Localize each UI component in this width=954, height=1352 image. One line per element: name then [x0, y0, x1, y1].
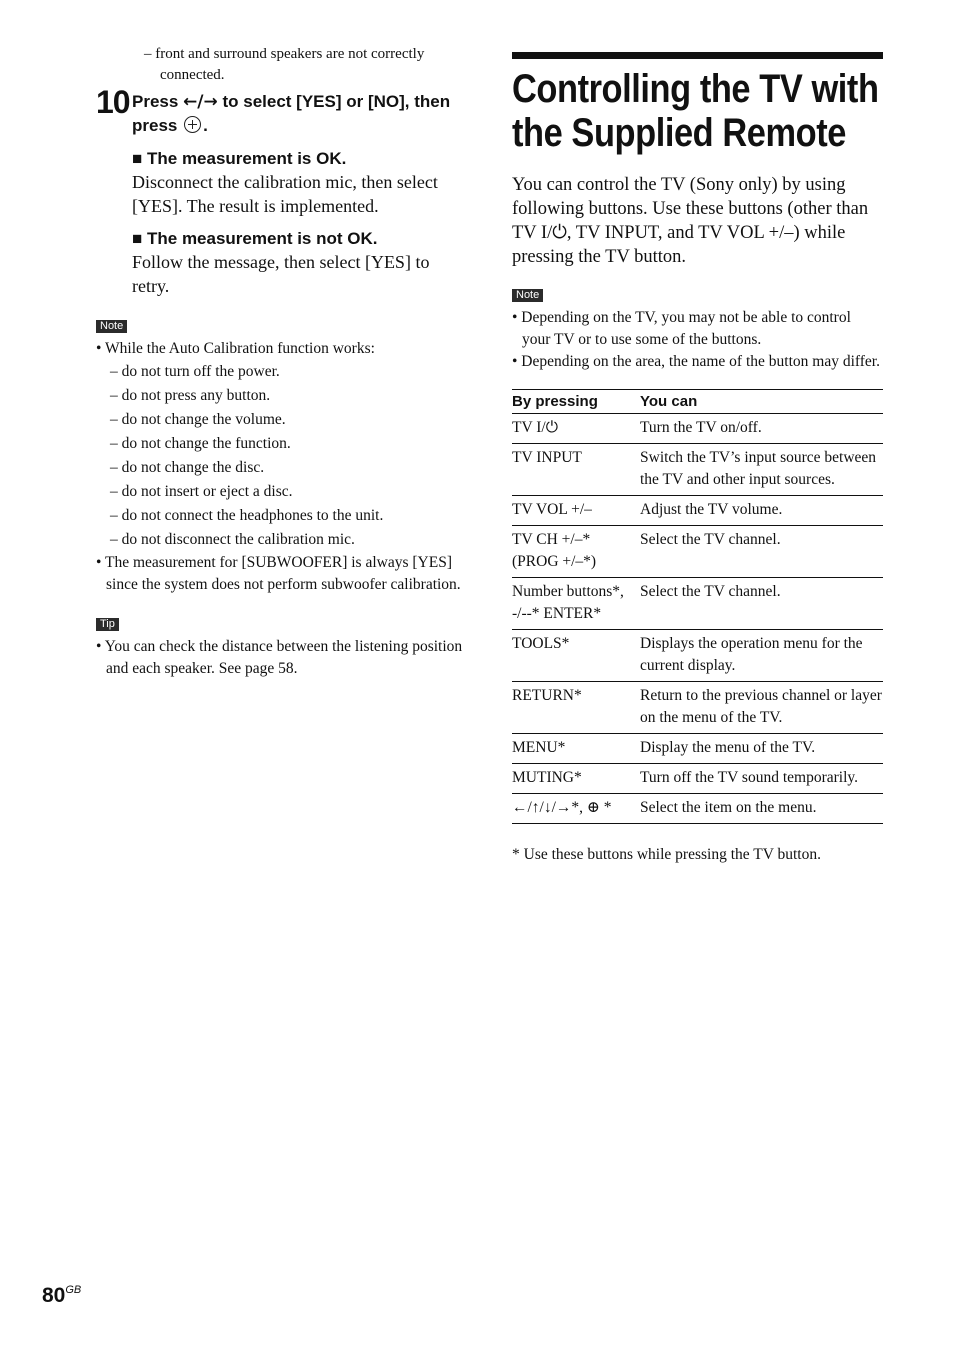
list-item: – do not change the volume.: [110, 411, 286, 428]
ok-text: Disconnect the calibration mic, then select [YES]. The result is implemented.: [132, 172, 438, 216]
list-item: – do not press any button.: [110, 387, 271, 404]
note-bullet: • Depending on the area, the name of the button may differ.: [512, 353, 880, 370]
step-instruction: Press ←/→ to select [YES] or [NO], then press .: [132, 92, 451, 135]
page-number: $80^{GB}$: [42, 1284, 82, 1307]
list-item: – do not disconnect the calibration mic.: [110, 531, 355, 548]
note-bullet: • While the Auto Calibration function works:: [96, 340, 375, 357]
note-section: [512, 285, 883, 373]
button-name: RETURN*: [512, 682, 640, 734]
note-label: Note: [96, 320, 127, 333]
ok-heading: ■ The measurement is OK.: [132, 149, 347, 168]
left-right-arrows-icon: ←/→: [183, 92, 218, 112]
power-icon: I/⏻: [540, 223, 567, 243]
step-number: 10: [96, 84, 130, 120]
table-row: [512, 794, 883, 824]
table-row: [512, 526, 883, 578]
step-10: [96, 84, 468, 138]
button-name: Number buttons*, -/--* ENTER*: [512, 578, 640, 630]
table-row: [512, 734, 883, 764]
continued-note: – front and surround speakers are not correctly connected.: [144, 46, 425, 83]
list-item: – do not change the disc.: [110, 459, 265, 476]
button-action: Displays the operation menu for the current display.: [640, 630, 883, 682]
not-ok-text: Follow the message, then select [YES] to retry.: [132, 252, 430, 296]
button-action: Turn the TV on/off.: [640, 414, 883, 444]
note-label: Note: [512, 289, 543, 302]
table-header-row: [512, 390, 883, 414]
tip-text: • You can check the distance between the listening position and each speaker. See page 58.: [96, 638, 463, 677]
button-action: Return to the previous channel or layer on the menu of the TV.: [640, 682, 883, 734]
table-row: [512, 682, 883, 734]
column-header-you-can: You can: [640, 390, 883, 414]
table-row: [512, 630, 883, 682]
button-name: ←/↑/↓/→*, ⊕ *: [512, 794, 640, 824]
button-function-table: [512, 389, 883, 824]
button-action: Display the menu of the TV.: [640, 734, 883, 764]
table-row: [512, 414, 883, 444]
list-item: – do not change the function.: [110, 435, 291, 452]
tip-section: [96, 614, 468, 680]
not-ok-heading: ■ The measurement is not OK.: [132, 229, 378, 248]
left-column: [96, 44, 468, 680]
button-action: Adjust the TV volume.: [640, 496, 883, 526]
table-row: [512, 496, 883, 526]
list-item: – do not insert or eject a disc.: [110, 483, 293, 500]
table-row: [512, 764, 883, 794]
button-action: Select the TV channel.: [640, 578, 883, 630]
page-region-suffix: GB: [65, 1284, 82, 1296]
section-title: Controlling the TV with the Supplied Remote: [512, 67, 879, 155]
note-bullet: • Depending on the TV, you may not be able to control your TV or to use some of the buttons.: [512, 309, 851, 348]
enter-button-icon: [184, 116, 201, 133]
button-name: TOOLS*: [512, 630, 640, 682]
button-action: Select the item on the menu.: [640, 794, 883, 824]
right-column: [512, 52, 883, 866]
column-header-by-pressing: By pressing: [512, 390, 640, 414]
button-name: TV CH +/–* (PROG +/–*): [512, 526, 640, 578]
note-bullet: • The measurement for [SUBWOOFER] is always [YES] since the system does not perform subwoofer calibration.: [96, 554, 461, 593]
footnote: * Use these buttons while pressing the TV button.: [512, 846, 821, 863]
table-row: [512, 578, 883, 630]
button-action: Switch the TV’s input source between the TV and other input sources.: [640, 444, 883, 496]
button-name: MUTING*: [512, 764, 640, 794]
table-row: [512, 444, 883, 496]
button-name: TV I/⏻: [512, 414, 640, 444]
list-item: – do not turn off the power.: [110, 363, 280, 380]
title-rule: [512, 52, 883, 59]
note-section: [96, 316, 468, 596]
button-action: Select the TV channel.: [640, 526, 883, 578]
intro-paragraph: You can control the TV (Sony only) by using following buttons. Use these buttons (other than TV I/⏻, TV INPUT, and TV VOL +/–) while pressing the TV button.: [512, 175, 869, 267]
note-list: [96, 360, 468, 552]
button-name: MENU*: [512, 734, 640, 764]
tip-label: Tip: [96, 618, 119, 631]
button-name: TV VOL +/–: [512, 496, 640, 526]
button-name: TV INPUT: [512, 444, 640, 496]
list-item: – do not connect the headphones to the unit.: [110, 507, 384, 524]
button-action: Turn off the TV sound temporarily.: [640, 764, 883, 794]
